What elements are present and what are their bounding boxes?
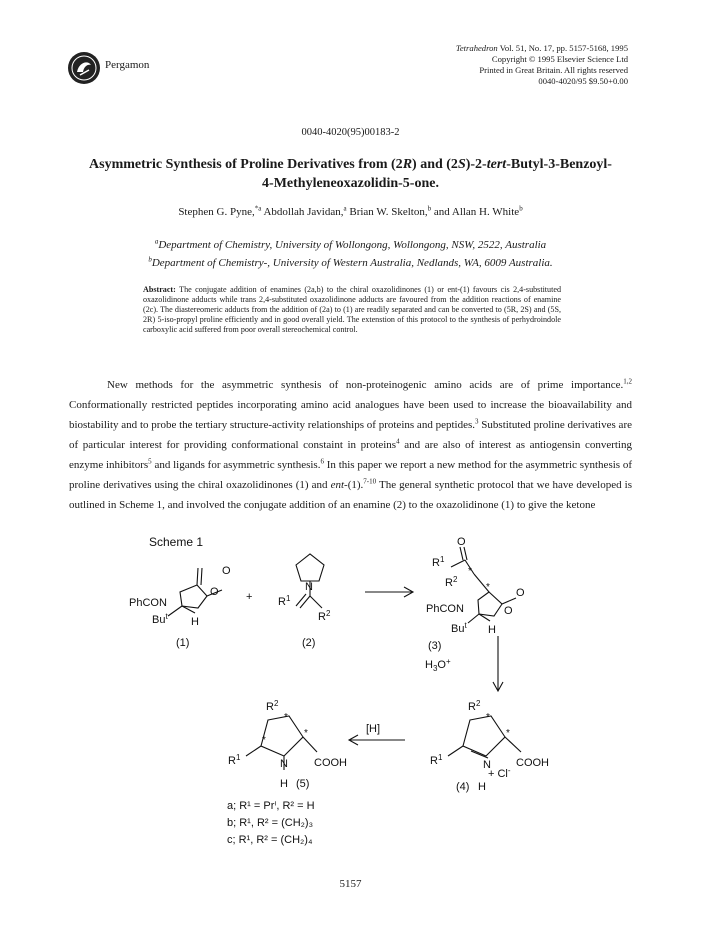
atom-label: H	[478, 781, 486, 793]
atom-label: $R^2$	[318, 609, 331, 623]
counter-ion: + Cl-	[488, 766, 511, 780]
atom-label: O	[457, 536, 466, 548]
author-mark: b	[519, 204, 523, 213]
atom-label: COOH	[516, 757, 549, 769]
author-mark: *a	[254, 204, 262, 213]
atom-label: $R^1$	[278, 594, 291, 608]
atom-label: PhCON	[426, 603, 464, 615]
title-part: Asymmetric Synthesis of Proline Derivatives from (2	[89, 157, 403, 172]
atom-label: PhCON	[129, 597, 167, 609]
printed-line: Printed in Great Britain. All rights reserved	[479, 65, 628, 75]
page-number: 5157	[339, 878, 362, 890]
author: Stephen G. Pyne,	[178, 206, 255, 218]
atom-label: O	[210, 586, 219, 598]
atom-label: N	[305, 581, 313, 593]
substituent-key-a: a; R¹ = Prⁱ, R² = H	[227, 800, 315, 812]
paragraph	[69, 375, 632, 515]
affiliations	[0, 236, 701, 272]
issn-line: 0040-4020/95 $9.50+0.00	[538, 76, 628, 86]
atom-label: Bu$^t$	[451, 621, 467, 635]
text-run: The general synthetic protocol that we have developed is outlined in Scheme 1, and involved the conjugate addition of an enamine (2) to the oxazolidinone (1) to give the ketone	[69, 479, 632, 511]
atom-label: N	[483, 759, 491, 771]
abstract	[143, 285, 561, 335]
doi-line: 0040-4020(95)00183-2	[301, 127, 400, 138]
stereo-star: *	[486, 712, 490, 723]
atom-label: $R^2$	[468, 699, 481, 713]
affiliation-a: Department of Chemistry, University of Wollongong, Wollongong, NSW, 2522, Australia	[158, 239, 547, 251]
atom-label: H	[191, 616, 199, 628]
reagent-reduction: [H]	[366, 723, 381, 735]
compound-number: (1)	[176, 637, 190, 649]
article-title	[70, 155, 631, 193]
reagent-acid: $H_3O^+$	[425, 657, 451, 673]
text-run: -(1).	[344, 479, 364, 491]
stereo-star: *	[262, 735, 266, 746]
author: and Allan H. White	[431, 206, 520, 218]
title-part: )-2-	[465, 157, 487, 172]
author-mark: a	[343, 204, 347, 213]
stereo-star: *	[304, 728, 308, 739]
journal-info	[456, 43, 628, 87]
journal-name: Tetrahedron	[455, 43, 498, 53]
reference-mark: 7-10	[363, 477, 377, 486]
atom-label: N	[280, 758, 288, 770]
title-part: ) and (2	[412, 157, 458, 172]
atom-label: $R^1$	[430, 753, 443, 767]
reference-mark: 5	[148, 457, 152, 466]
author-mark: b	[427, 204, 432, 213]
author: Abdollah Javidan,	[261, 206, 344, 218]
atom-label: O	[516, 587, 525, 599]
compound-number: (3)	[428, 640, 442, 652]
atom-label: Bu$^t$	[152, 612, 168, 626]
abstract-text: The conjugate addition of enamines (2a,b) to the chiral oxazolidinones (1) or ent-(1) favours cis 2,4-substituted oxazolidinone adducts while trans 2,4-substituted oxazolidinone adducts are favoured from the addition reactions of enamine (2c). The diastereomeric adducts from the addition of (2a) to (1) are readily separated and can be converted to (5R, 2S) and (5S, 2R) 5-iso-propyl proline efficiently and in good overall yield. The extenstion of this protocol to the synthesis of perhydroindole carboxylic acid suffered from poor overall stereochemical control.	[143, 285, 561, 334]
publisher-name: Pergamon	[105, 59, 150, 71]
affiliation-mark: b	[148, 255, 152, 264]
pergamon-logo-icon	[66, 50, 102, 86]
compound-number: (2)	[302, 637, 316, 649]
reference-mark: 4	[396, 437, 400, 446]
compound-number: (5)	[296, 778, 310, 790]
abstract-label: Abstract:	[143, 285, 176, 294]
atom-label: O	[504, 605, 513, 617]
substituent-key-b: b; R¹, R² = (CH₂)₃	[227, 817, 314, 829]
text-run: and are also of interest as antiogensin converting enzyme inhibitors	[69, 439, 632, 471]
atom-label: H	[280, 778, 288, 790]
atom-label: $R^2$	[445, 575, 458, 589]
title-part: R	[402, 157, 413, 172]
substituent-key-c: c; R¹, R² = (CH₂)₄	[227, 834, 313, 846]
stereo-star: *	[486, 582, 490, 593]
author-list	[0, 206, 701, 218]
stereo-star: *	[468, 566, 472, 577]
text-run: and ligands for asymmetric synthesis.	[151, 459, 321, 471]
compound-number: (4)	[456, 781, 470, 793]
affiliation-mark: a	[154, 237, 159, 246]
title-part: -Butyl-3-Benzoyl-	[506, 157, 612, 172]
text-run: Substituted proline derivatives are of particular interest for providing conformational constaint in proteins	[69, 419, 632, 451]
atom-label: $R^2$	[266, 699, 279, 713]
scheme-1-figure	[0, 530, 701, 850]
title-part: S	[457, 157, 466, 172]
copyright-line: Copyright © 1995 Elsevier Science Ltd	[491, 54, 628, 64]
text-run: In this paper we report a new method for the asymmetric synthesis of proline derivatives using the chiral oxazolidinones (1) and	[69, 459, 633, 491]
author: Brian W. Skelton,	[346, 206, 428, 218]
atom-label: $R^1$	[228, 753, 241, 767]
body-text	[69, 375, 632, 515]
atom-label: COOH	[314, 757, 347, 769]
stereo-star: *	[284, 712, 288, 723]
atom-label: H	[488, 624, 496, 636]
atom-label: O	[222, 565, 231, 577]
reference-mark: 6	[320, 457, 324, 466]
stereo-star: *	[506, 728, 510, 739]
title-line-2: 4-Methyleneoxazolidin-5-one.	[262, 176, 439, 191]
journal-citation: Vol. 51, No. 17, pp. 5157-5168, 1995	[497, 43, 628, 53]
text-run: New methods for the asymmetric synthesis of non-proteinogenic amino acids are of prime importance.	[107, 379, 624, 391]
title-part: tert	[486, 157, 507, 172]
text-run: Conformationally restricted peptides incorporating amino acid analogues have been used to increase the bioavailability and biostability and to probe the tertiary structure-activity relationships of proteins and peptides.	[69, 399, 632, 431]
reference-mark: 1,2	[623, 377, 632, 386]
plus-sign: +	[246, 591, 253, 603]
scheme-label: Scheme 1	[149, 535, 204, 549]
reference-mark: 3	[475, 417, 479, 426]
atom-label: $R^1$	[432, 555, 445, 569]
affiliation-b: Department of Chemistry-, University of Western Australia, Nedlands, WA, 6009 Australia.	[151, 257, 553, 269]
text-run: ent	[330, 479, 345, 491]
